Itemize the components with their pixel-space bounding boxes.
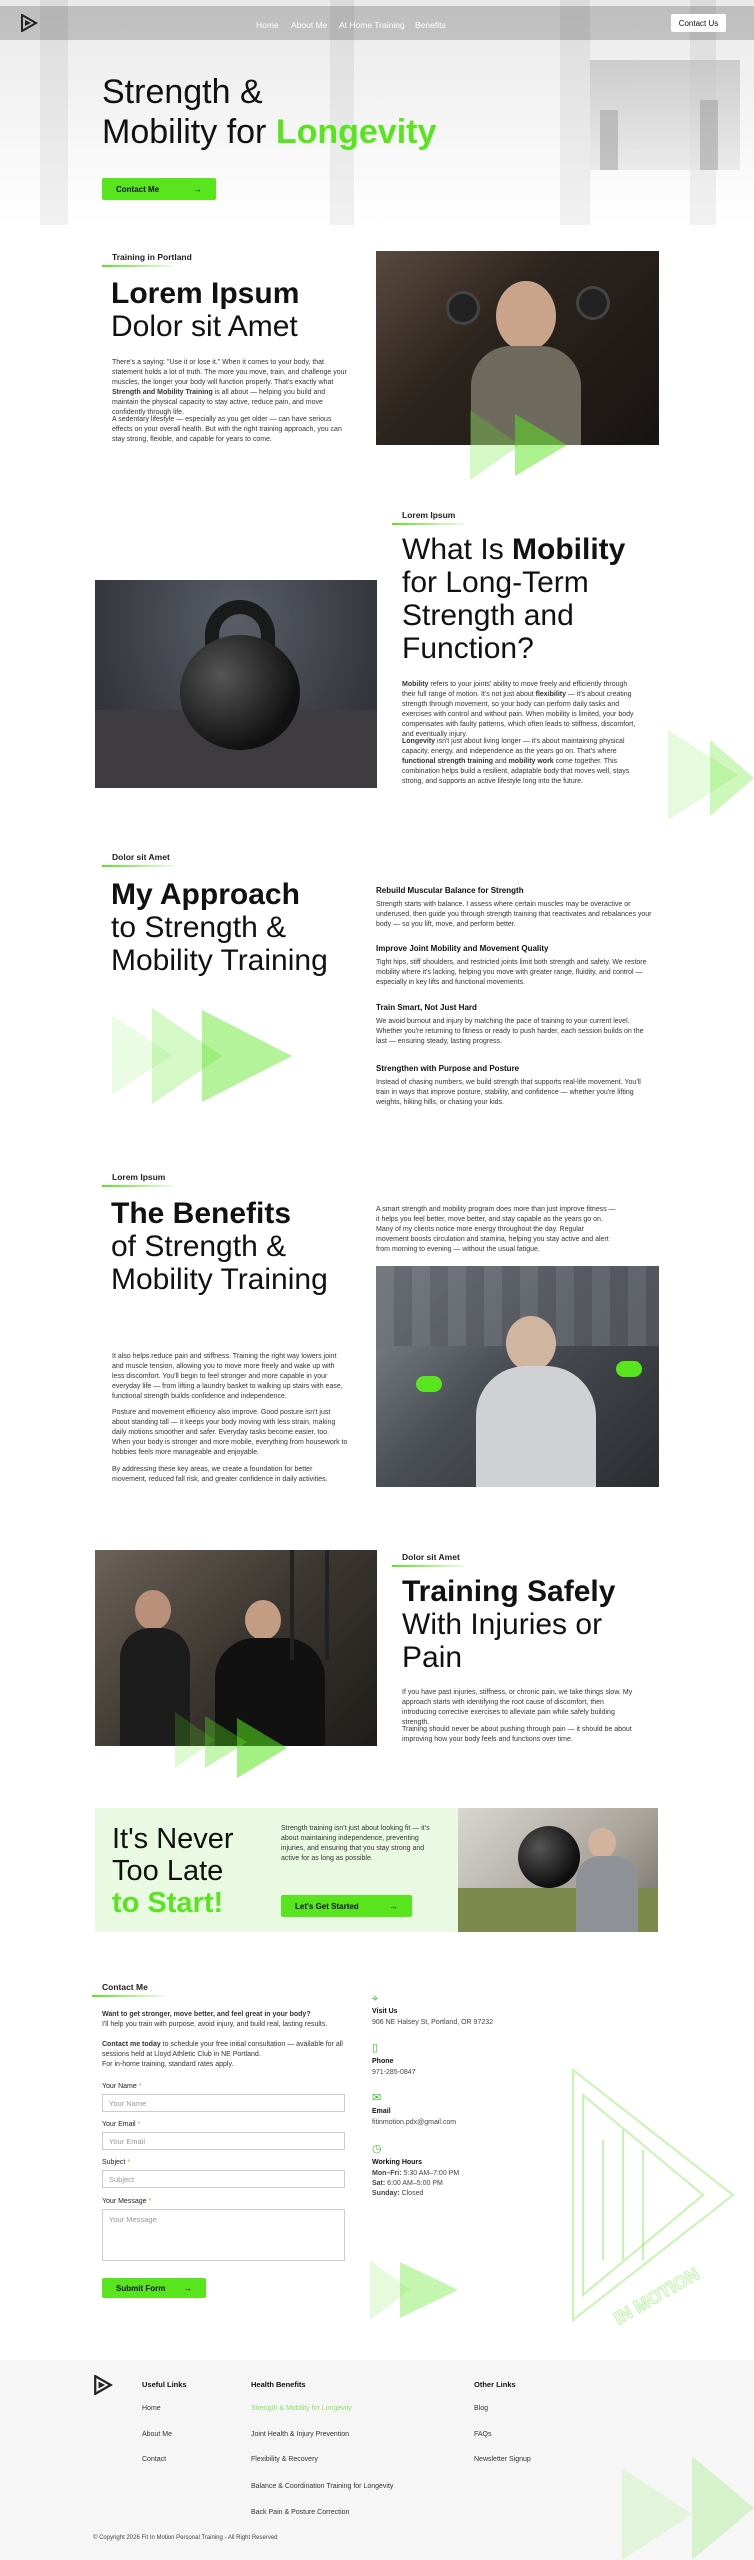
s1-p1a: There's a saying: "Use it or lose it." When it comes to your body, that statement holds a lot of truth. The more you move, train, and challenge your muscles, the longer your body will function properly. That's exactly what [112,359,347,386]
footer-logo-icon[interactable] [93,2375,113,2395]
s3-title-bold: My Approach [111,878,300,911]
contact-p-text: to schedule your free initial consultation — available for all sessions held at Lloyd Athletic Club in NE Portland. [102,2041,343,2058]
footer-link-joint-health[interactable]: Joint Health & Injury Prevention [251,2431,350,2438]
contact-us-button[interactable]: Contact Us [671,14,726,32]
cta-text: Strength training isn't just about looking fit — it's about maintaining independence, preventing injuries, and ensuring that you stay strong and active for as long as possible. [281,1825,430,1862]
message-label [102,2198,151,2205]
s5-eyebrow: Dolor sit Amet [402,1552,460,1562]
medicine-ball-photo [458,1808,658,1932]
s2-eyebrow: Lorem Ipsum [402,510,456,520]
cta-line2: Too Late [112,1855,224,1887]
footer-other-title: Other Links [474,2380,516,2389]
watermark-text: IN MOTION [610,2263,703,2329]
required-mark: * [148,2198,152,2205]
subject-label-text: Subject [102,2159,126,2166]
s2-title-c: for Long-Term Strength and Function? [402,566,589,665]
s3-eyebrow: Dolor sit Amet [112,852,170,862]
s2-p1c: flexibility [535,691,566,698]
s1-p1c: is all about — helping you build and maintain the physical capacity to stay active, reduce pain, and move confidently through life. [112,389,326,416]
hours-3-day: Sunday: [372,2190,400,2197]
contact-lead-bold: Want to get stronger, move better, and feel great in your body? [102,2011,311,2018]
contact-p2: For in-home training, standard rates apply. [102,2061,234,2068]
s5-title-light: With Injuries or Pain [402,1608,603,1674]
hero-title-line2: Mobility for [102,113,276,151]
hero-contact-label: Contact Me [116,184,160,194]
approach-item-text: Strength starts with balance. I assess where certain muscles may be overactive or underused, then guide you through strength training that reactivates and rebalances your body — so you lift, move, and perform better. [376,901,652,928]
map-pin-icon: ⌖ [372,1993,379,2005]
name-label-text: Your Name [102,2083,137,2090]
message-label-text: Your Message [102,2198,147,2205]
approach-item-title: Strengthen with Purpose and Posture [376,1064,520,1073]
clock-icon: ◷ [372,2143,382,2155]
s5-title-bold: Training Safely [402,1575,616,1608]
triangle-logo-icon[interactable] [20,14,38,32]
s1-p1b: Strength and Mobility Training [112,389,213,396]
hours-1-time: 5:30 AM–7:00 PM [401,2170,460,2177]
message-textarea[interactable]: Your Message [102,2209,345,2261]
submit-form-button[interactable] [102,2278,206,2298]
kettlebell-photo [95,580,377,788]
s2-p2e: mobility work [508,758,554,765]
hero-title-accent: Longevity [275,113,437,151]
phone-title: Phone [372,2058,394,2065]
s2-paragraph-1 [402,680,640,740]
footer-link-about[interactable]: About Me [142,2431,172,2438]
hours-title: Working Hours [372,2159,423,2166]
hero-title [102,72,436,152]
s2-title [402,533,652,665]
hours-2-time: 6:00 AM–5:00 PM [385,2180,443,2187]
s4-title-light: of Strength & Mobility Training [111,1230,328,1296]
s3-title [111,878,351,977]
phone-number[interactable]: 971-285-0847 [372,2069,416,2076]
visit-title: Visit Us [372,2008,398,2015]
s2-title-b: Mobility [512,533,626,566]
s2-p1d: — it's about creating strength through movement, so your body can perform daily tasks and exercises with control and without pain. When mobility is limited, your body compensates with faulty patterns, which often leads to stiffness, discomfort, and eventually injury. [402,691,636,738]
s2-p2c: functional strength training [402,758,493,765]
approach-item-text: Tight hips, stiff shoulders, and restricted joints limit both strength and safety. We restore mobility where it's lacking, helping you move with greater range, fluidity, and control — especially in key lifts and functional movements. [376,959,647,986]
hero-title-line1: Strength & [102,73,263,111]
footer-link-home[interactable]: Home [142,2405,161,2412]
s2-paragraph-2 [402,737,640,787]
contact-paragraph [102,2040,352,2070]
s5-title [402,1575,652,1674]
contact-lead [102,2010,352,2030]
s2-p2d: and [493,758,509,765]
s2-p2f: come together. This combination helps build a resilient, adaptable body that moves well, stays strong, and supports an active lifestyle long into the future. [402,758,630,785]
contact-p-bold: Contact me today [102,2041,161,2048]
s4-title [111,1197,361,1296]
approach-item-text: Instead of chasing numbers, we build strength that supports real-life movement. You'll train in ways that improve posture, stability, and confidence — whether you're lifting weights, hiking hills, or chasing your kids. [376,1079,641,1106]
required-mark: * [127,2159,131,2166]
contact-eyebrow: Contact Me [102,1982,148,1992]
visit-address: 906 NE Halsey St, Portland, OR 97232 [372,2019,494,2026]
s4-paragraph-1: It also helps reduce pain and stiffness. Training the right way lowers joint and muscle tension, allowing you to move more freely and wake up with less discomfort. You'll begin to feel stronger and more capable in your everyday life — from lifting a laundry basket to walking up stairs with ease, functional strength builds confidence and independence. [112,1353,343,1400]
decor-triangle [470,410,520,480]
cta-title [112,1823,234,1919]
s2-p2a: Longevity [402,738,436,745]
footer-link-flexibility[interactable]: Flexibility & Recovery [251,2456,318,2463]
cta-line1: It's Never [112,1823,234,1855]
nav-about-me[interactable]: About Me [291,20,328,30]
s1-title-bold: Lorem Ipsum [111,277,300,310]
s4-title-bold: The Benefits [111,1197,292,1230]
footer-link-faqs[interactable]: FAQs [474,2431,492,2438]
hours-1-day: Mon–Fri: [372,2170,402,2177]
approach-item-title: Improve Joint Mobility and Movement Quality [376,944,549,953]
s4-intro: A smart strength and mobility program does more than just improve fitness — it helps you feel better, move better, and stay capable as the years go on. Many of my clients notice more energy throughout the day. Regular movement boosts circulation and stamina, helping you stay active and alert from morning to evening — without the usual fatigue. [376,1206,616,1253]
arrow-right-icon: → [389,1901,398,1911]
hours-list [372,2169,459,2199]
email-input[interactable]: Your Email [102,2132,345,2150]
footer-useful-links-title: Useful Links [142,2380,187,2389]
footer-link-contact[interactable]: Contact [142,2456,167,2463]
email-icon: ✉ [372,2092,382,2104]
email-address[interactable]: fitinmotion.pdx@gmail.com [372,2119,457,2126]
s5-paragraph-1: If you have past injuries, stiffness, or chronic pain, we take things slow. My approach starts with identifying the root cause of discomfort, then introducing corrective exercises to alleviate pain while safely building strength. [402,1689,633,1726]
s2-title-a: What Is [402,533,513,566]
nav-benefits[interactable]: Benefits [415,20,446,30]
s1-paragraph-1 [112,358,348,418]
decor-triangle [622,2468,692,2560]
cta-line3: to Start! [112,1887,224,1919]
hours-2-day: Sat: [372,2180,386,2187]
submit-label: Submit Form [116,2283,166,2293]
s4-paragraph-3: By addressing these key areas, we create a foundation for better movement, reduced fall risk, and greater confidence in daily activities. [112,1466,328,1483]
nav-at-home-training[interactable]: At Home Training [339,20,405,30]
footer-link-blog[interactable]: Blog [474,2405,489,2412]
s1-title [111,277,299,343]
footer-link-balance[interactable]: Balance & Coordination Training for Longevity [251,2483,394,2490]
footer-link-strength[interactable]: Strength & Mobility for Longevity [251,2405,352,2412]
arrow-right-icon: → [193,184,202,194]
footer-link-back-pain[interactable]: Back Pain & Posture Correction [251,2509,350,2516]
fit-in-motion-watermark-logo [563,2060,743,2330]
footer-link-newsletter[interactable]: Newsletter Signup [474,2456,531,2463]
s3-title-light: to Strength & Mobility Training [111,911,328,977]
approach-item-title: Train Smart, Not Just Hard [376,1003,477,1012]
arrow-right-icon: → [183,2283,192,2293]
email-label [102,2121,140,2128]
approach-item-title: Rebuild Muscular Balance for Strength [376,886,524,895]
required-mark: * [138,2083,142,2090]
s1-eyebrow: Training in Portland [112,252,192,262]
s1-paragraph-2: A sedentary lifestyle — especially as you get older — can have serious effects on your overall health. But with the right training approach, you can stay strong, flexible, and capable for years to come. [112,416,342,443]
s5-paragraph-2: Training should never be about pushing through pain — it should be about improving how your body feels and functions over time. [402,1726,632,1743]
copyright: © Copyright 2026 Fit In Motion Personal Training - All Right Reserved [93,2535,278,2541]
subject-input[interactable]: Subject [102,2170,345,2188]
get-started-button[interactable] [281,1895,412,1917]
phone-icon: ▯ [372,2042,379,2054]
s2-p2b: isn't just about living longer — it's about maintaining physical capacity, energy, and independence as the years go on. That's where [402,738,625,755]
man-training-photo [376,1266,659,1487]
s4-eyebrow: Lorem Ipsum [112,1172,166,1182]
contact-lead-text: I'll help you train with purpose, avoid injury, and build real, lasting results. [102,2021,328,2028]
s2-p1b: refers to your joints' ability to move freely and efficiently through their full range of motion. It's not just about [402,681,628,698]
s2-p1a: Mobility [402,681,429,688]
approach-item-text: We avoid burnout and injury by matching the pace of training to your current level. Whether you're returning to fitness or ready to push harder, each session builds on the last — ensuring steady, lasting progress. [376,1018,644,1045]
footer-health-title: Health Benefits [251,2380,306,2389]
subject-label [102,2159,130,2166]
hero-contact-button[interactable] [102,178,216,200]
email-label-text: Your Email [102,2121,136,2128]
s4-paragraph-2: Posture and movement efficiency also improve. Good posture isn't just about standing tall — it keeps your body moving with less strain, making daily motions smoother and safer. Everyday tasks become easier, too. When your body is stronger and more mobile, everything from housework to hobbies feels more manageable and enjoyable. [112,1409,348,1456]
s1-title-light: Dolor sit Amet [111,310,298,343]
name-label [102,2083,141,2090]
get-started-label: Let's Get Started [295,1901,359,1911]
hours-3-time: Closed [399,2190,424,2197]
name-input[interactable]: Your Name [102,2094,345,2112]
nav-home[interactable]: Home [256,20,279,30]
required-mark: * [137,2121,141,2128]
email-title: Email [372,2108,391,2115]
